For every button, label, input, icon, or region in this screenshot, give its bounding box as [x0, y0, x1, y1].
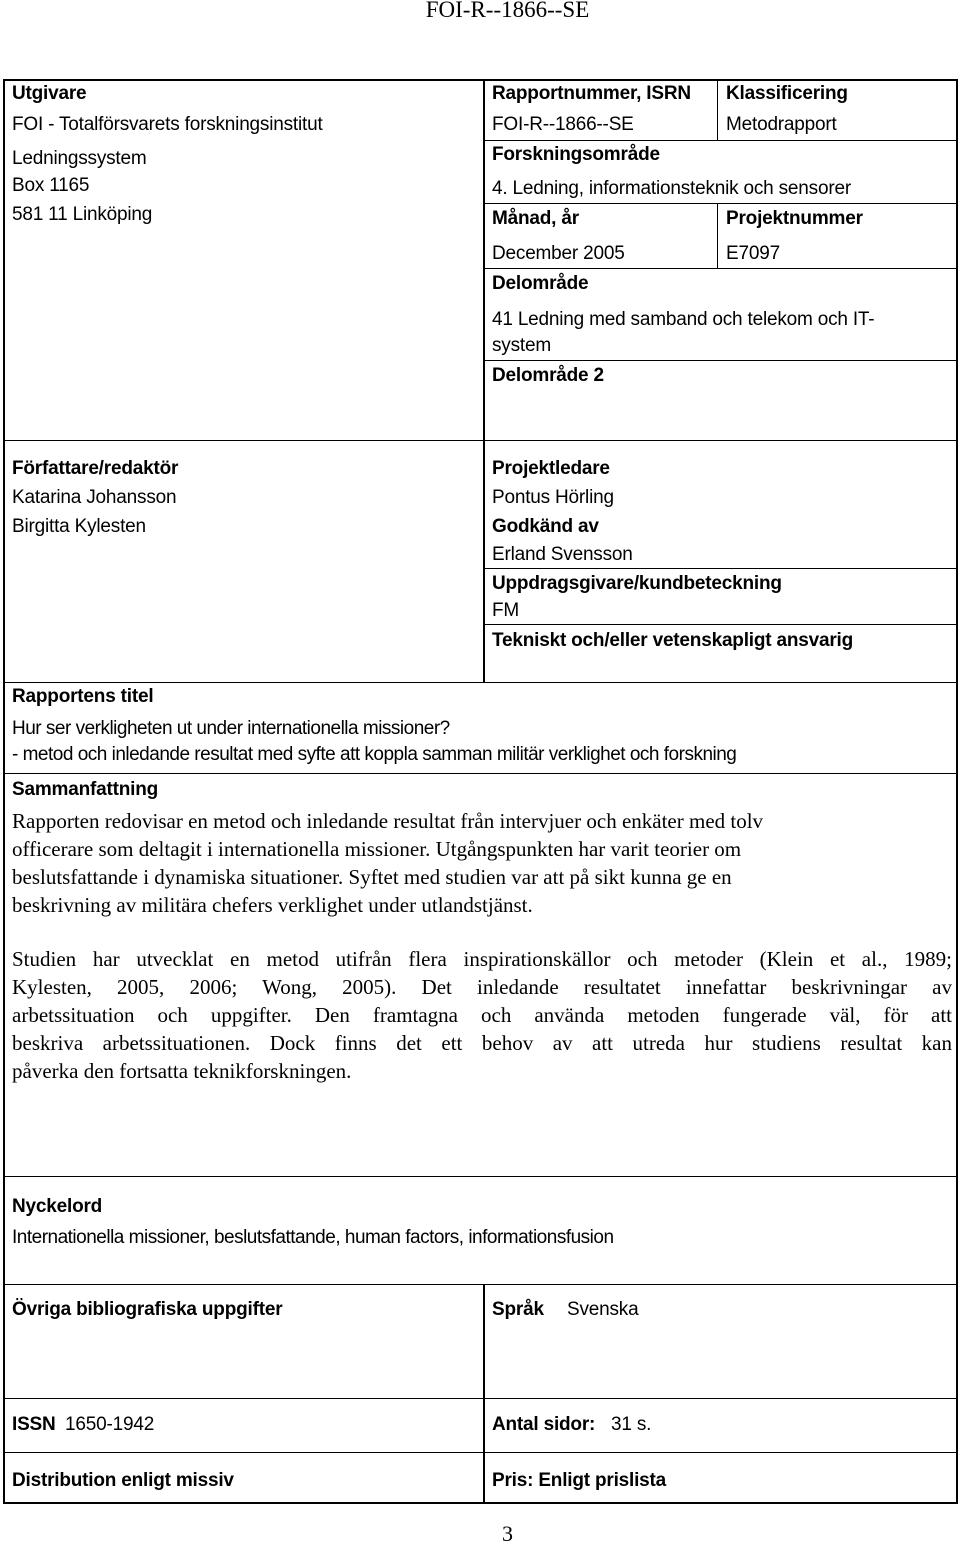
summary-paragraph-2	[12, 945, 952, 1085]
authors-label: Författare/redaktör	[12, 458, 179, 479]
technical-responsible-label: Tekniskt och/eller vetenskapligt ansvarig	[492, 630, 854, 651]
approved-by-value: Erland Svensson	[492, 544, 633, 565]
line-under-title	[4, 773, 957, 774]
report-number-label: Rapportnummer, ISRN	[492, 83, 691, 104]
client-label: Uppdragsgivare/kundbeteckning	[492, 573, 782, 594]
approved-by-label: Godkänd av	[492, 516, 599, 537]
research-area-value: 4. Ledning, informationsteknik och sensorer	[492, 178, 851, 199]
page-count-label: Antal sidor:	[492, 1414, 596, 1435]
line-under-approved	[484, 568, 957, 569]
author-name-2: Birgitta Kylesten	[12, 516, 146, 537]
line-under-area	[484, 203, 957, 204]
keywords-label: Nyckelord	[12, 1196, 103, 1217]
distribution-label: Distribution enligt missiv	[12, 1470, 234, 1491]
line-under-summary	[4, 1176, 957, 1177]
summary-p2-line-5: påverka den fortsatta teknikforskningen.	[12, 1059, 352, 1083]
border-left	[3, 79, 5, 1504]
report-number-value: FOI-R--1866--SE	[492, 114, 634, 135]
biblio-label: Övriga bibliografiska uppgifter	[12, 1299, 283, 1320]
line-under-client	[484, 624, 957, 625]
line-under-isrn	[484, 140, 957, 141]
subarea2-label: Delområde 2	[492, 365, 604, 386]
publisher-line-3: Box 1165	[12, 175, 90, 196]
subarea-value-line-1: 41 Ledning med samband och telekom och IT-	[492, 309, 875, 330]
project-number-value: E7097	[726, 243, 780, 264]
column-divider-top	[483, 79, 485, 683]
report-id-header: FOI-R--1866--SE	[425, 0, 590, 22]
summary-p2-line-2: Kylesten, 2005, 2006; Wong, 2005). Det inledande resultatet innefattar beskrivningar av	[12, 975, 952, 999]
issn-label: ISSN	[12, 1414, 56, 1435]
border-right	[956, 79, 958, 1504]
subarea-label: Delområde	[492, 273, 589, 294]
border-top	[3, 79, 958, 81]
column-divider-language	[483, 1284, 485, 1504]
publisher-line-2: Ledningssystem	[12, 148, 147, 169]
page-number: 3	[502, 1521, 513, 1546]
month-year-label: Månad, år	[492, 208, 579, 229]
summary-p1-line-2: officerare som deltagit i internationella missioner. Utgångspunkten har varit teorier om	[12, 837, 742, 861]
summary-p2-line-3: arbetssituation och uppgifter. Den framtagna och använda metoden fungerade väl, för att	[12, 1003, 952, 1027]
summary-p2-line-4: beskriva arbetssituationen. Dock finns det ett behov av att utreda hur studiens resultat kan	[12, 1031, 952, 1055]
client-value: FM	[492, 600, 520, 621]
summary-p1-line-3: beslutsfattande i dynamiska situationer. Syftet med studien var att på sikt kunna ge en	[12, 865, 732, 889]
report-title-line-1: Hur ser verkligheten ut under internationella missioner?	[12, 718, 450, 739]
report-title-label: Rapportens titel	[12, 686, 154, 707]
line-under-subarea2	[4, 440, 957, 441]
publisher-line-1: FOI - Totalförsvarets forskningsinstitut	[12, 114, 323, 135]
month-year-value: December 2005	[492, 243, 625, 264]
classification-label: Klassificering	[726, 83, 848, 104]
publisher-label: Utgivare	[12, 83, 87, 104]
subarea-value-line-2: system	[492, 335, 551, 356]
summary-p2-line-1: Studien har utvecklat en metod utifrån flera inspirationskällor och metoder (Klein et al., 1989;	[12, 947, 952, 971]
line-under-month	[484, 268, 957, 269]
language-value: Svenska	[567, 1299, 639, 1320]
project-number-label: Projektnummer	[726, 208, 863, 229]
divider-isrn-class	[717, 79, 718, 140]
page-count-value: 31 s.	[611, 1414, 652, 1435]
line-under-keywords	[4, 1284, 957, 1285]
line-under-authors	[4, 682, 957, 683]
price-label: Pris: Enligt prislista	[492, 1470, 667, 1491]
line-under-biblio	[4, 1398, 957, 1399]
report-title-line-2: - metod och inledande resultat med syfte att koppla samman militär verklighet och forskning	[12, 744, 737, 765]
classification-value: Metodrapport	[726, 114, 837, 135]
divider-month-project	[717, 203, 718, 268]
summary-p1-line-4: beskrivning av militära chefers verklighet under utlandstjänst.	[12, 893, 533, 917]
border-bottom	[3, 1502, 958, 1504]
language-label: Språk	[492, 1299, 544, 1320]
author-name-1: Katarina Johansson	[12, 487, 177, 508]
project-leader-label: Projektledare	[492, 458, 610, 479]
research-area-label: Forskningsområde	[492, 144, 660, 165]
summary-label: Sammanfattning	[12, 779, 159, 800]
publisher-line-4: 581 11 Linköping	[12, 204, 153, 225]
project-leader-value: Pontus Hörling	[492, 487, 614, 508]
keywords-value: Internationella missioner, beslutsfattande, human factors, informationsfusion	[12, 1227, 614, 1248]
summary-paragraph-1	[12, 807, 882, 919]
issn-value: 1650-1942	[65, 1414, 155, 1435]
line-under-subarea	[484, 360, 957, 361]
summary-p1-line-1: Rapporten redovisar en metod och inledande resultat från intervjuer och enkäter med tolv	[12, 809, 764, 833]
line-under-issn	[4, 1452, 957, 1453]
